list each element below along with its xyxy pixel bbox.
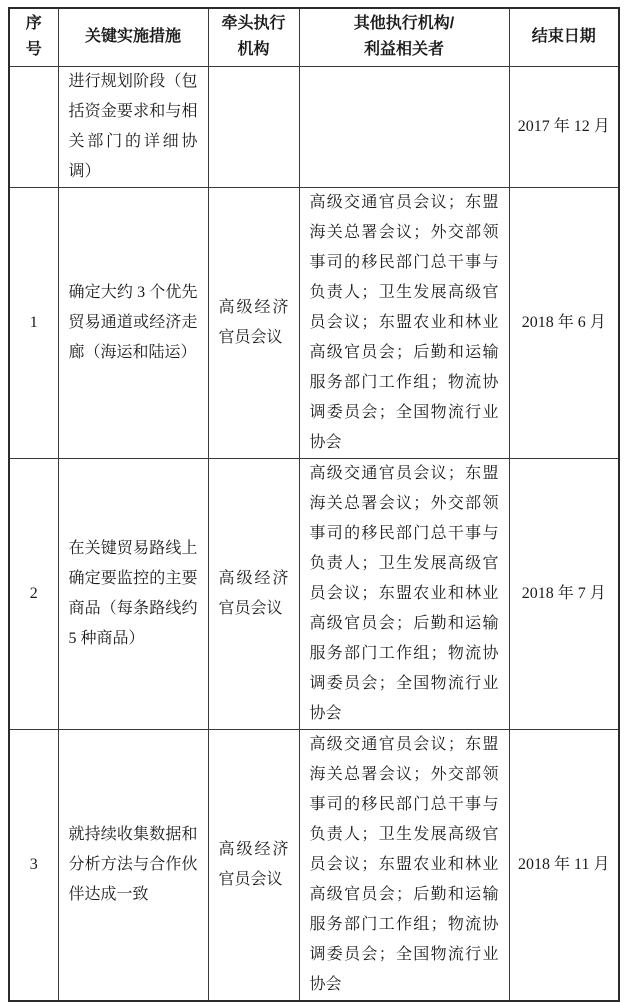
col-header-index (9, 8, 58, 66)
col-header-end-date-line1: 结束日期 (531, 28, 596, 46)
lead-agency-cell: 高级经济官员会议 (208, 187, 299, 458)
end-date-cell: 2018 年 11 月 (509, 729, 619, 1001)
header-row (9, 8, 619, 66)
col-header-measure (58, 8, 208, 66)
col-header-lead (208, 8, 299, 66)
index-cell: 2 (9, 458, 58, 729)
col-header-end-date (509, 8, 619, 66)
table-row (9, 458, 619, 729)
col-header-others-line1: 其他执行机构/ (353, 15, 455, 33)
other-agencies-cell: 高级交通官员会议；东盟海关总署会议；外交部领事司的移民部门总干事与负责人；卫生发展高级官员会议；东盟农业和林业高级官员会；后勤和运输服务部门工作组；物流协调委员会；全国物流行业协会 (299, 729, 509, 1001)
end-date-cell: 2018 年 6 月 (509, 187, 619, 458)
index-cell: 3 (9, 729, 58, 1001)
table-row (9, 187, 619, 458)
index-cell (9, 66, 58, 187)
index-cell: 1 (9, 187, 58, 458)
table-header (9, 8, 619, 66)
col-header-index-line1: 序 (25, 15, 42, 33)
col-header-lead-line2: 机构 (237, 41, 270, 59)
col-header-others (299, 8, 509, 66)
other-agencies-cell: 高级交通官员会议；东盟海关总署会议；外交部领事司的移民部门总干事与负责人；卫生发展高级官员会议；东盟农业和林业高级官员会；后勤和运输服务部门工作组；物流协调委员会；全国物流行业协会 (299, 187, 509, 458)
lead-agency-cell: 高级经济官员会议 (208, 729, 299, 1001)
table-row (9, 729, 619, 1001)
lead-agency-cell (208, 66, 299, 187)
measure-cell: 确定大约 3 个优先贸易通道或经济走廊（海运和陆运） (58, 187, 208, 458)
other-agencies-cell: 高级交通官员会议；东盟海关总署会议；外交部领事司的移民部门总干事与负责人；卫生发展高级官员会议；东盟农业和林业高级官员会；后勤和运输服务部门工作组；物流协调委员会；全国物流行业协会 (299, 458, 509, 729)
col-header-lead-line1: 牵头执行 (221, 15, 286, 33)
col-header-measure-line1: 关键实施措施 (84, 28, 181, 46)
end-date-cell: 2018 年 7 月 (509, 458, 619, 729)
table-row (9, 66, 619, 187)
measure-cell: 进行规划阶段（包括资金要求和与相关部门的详细协调） (58, 66, 208, 187)
end-date-cell: 2017 年 12 月 (509, 66, 619, 187)
table-body (9, 66, 619, 1001)
measure-cell: 就持续收集数据和分析方法与合作伙伴达成一致 (58, 729, 208, 1001)
col-header-index-line2: 号 (25, 41, 42, 59)
implementation-measures-table (8, 7, 620, 1002)
col-header-others-line2: 利益相关者 (363, 41, 444, 59)
measure-cell: 在关键贸易路线上确定要监控的主要商品（每条路线约 5 种商品） (58, 458, 208, 729)
other-agencies-cell (299, 66, 509, 187)
lead-agency-cell: 高级经济官员会议 (208, 458, 299, 729)
